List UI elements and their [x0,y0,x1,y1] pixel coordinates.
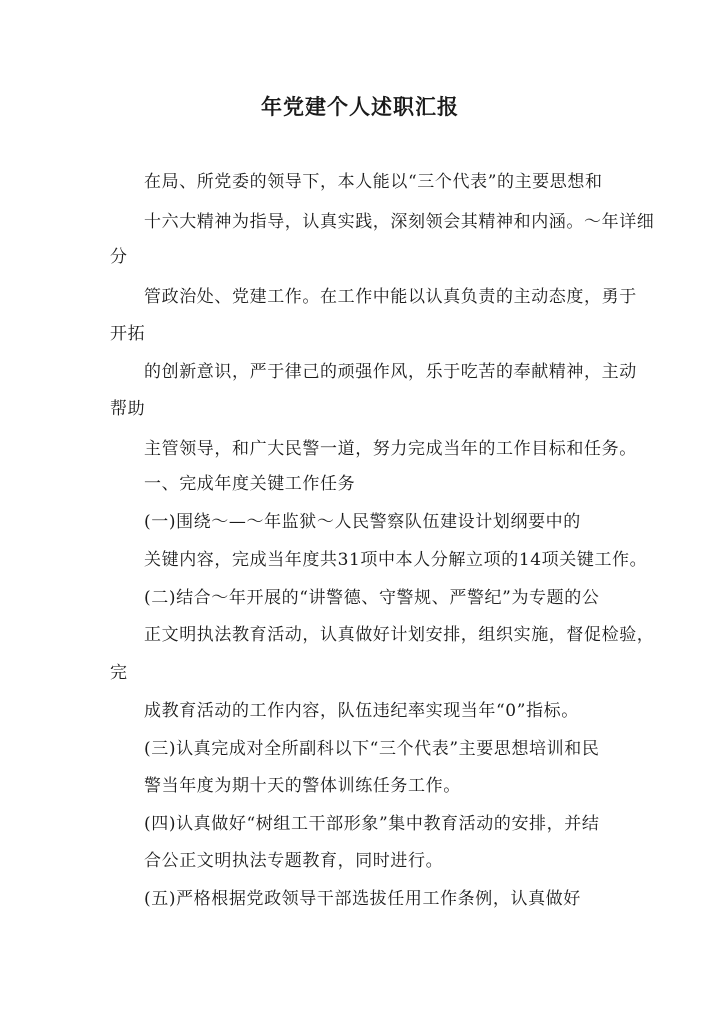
paragraph-line: 管政治处、党建工作。在工作中能以认真负责的主动态度，勇于 [144,287,637,307]
paragraph-line: (二)结合～年开展的“讲警德、守警规、严警纪”为专题的公 [144,588,600,608]
document-title: 年党建个人述职汇报 [261,94,459,119]
paragraph-line: 在局、所党委的领导下，本人能以“三个代表”的主要思想和 [144,172,603,192]
paragraph-line: (三)认真完成对全所副科以下“三个代表”主要思想培训和民 [144,739,600,759]
paragraph-line: 主管领导，和广大民警一道，努力完成当年的工作目标和任务。 [144,439,637,459]
paragraph-line: (一)围绕～—～年监狱～人民警察队伍建设计划纲要中的 [144,512,581,532]
paragraph-line: 完 [110,663,128,683]
paragraph-line: (五)严格根据党政领导干部选拔任用工作条例，认真做好 [144,889,581,909]
paragraph-line: 合公正文明执法专题教育，同时进行。 [144,851,444,871]
paragraph-line: 警当年度为期十天的警体训练任务工作。 [144,776,461,796]
paragraph-line: (四)认真做好“树组工干部形象”集中教育活动的安排，并结 [144,814,600,834]
paragraph-line: 正文明执法教育活动，认真做好计划安排，组织实施，督促检验， [144,625,655,645]
paragraph-line: 的创新意识，严于律己的顽强作风，乐于吃苦的奉献精神，主动 [144,362,637,382]
paragraph-line: 成教育活动的工作内容，队伍违纪率实现当年“0”指标。 [144,701,579,721]
paragraph-line: 十六大精神为指导，认真实践，深刻领会其精神和内涵。～年详细 [144,212,655,232]
paragraph-line: 分 [110,247,128,267]
paragraph-line: 开拓 [110,324,146,344]
paragraph-line: 帮助 [110,399,146,419]
paragraph-line: 关键内容，完成当年度共31项中本人分解立项的14项关键工作。 [144,550,648,570]
section-heading: 一、完成年度关键工作任务 [144,474,356,494]
